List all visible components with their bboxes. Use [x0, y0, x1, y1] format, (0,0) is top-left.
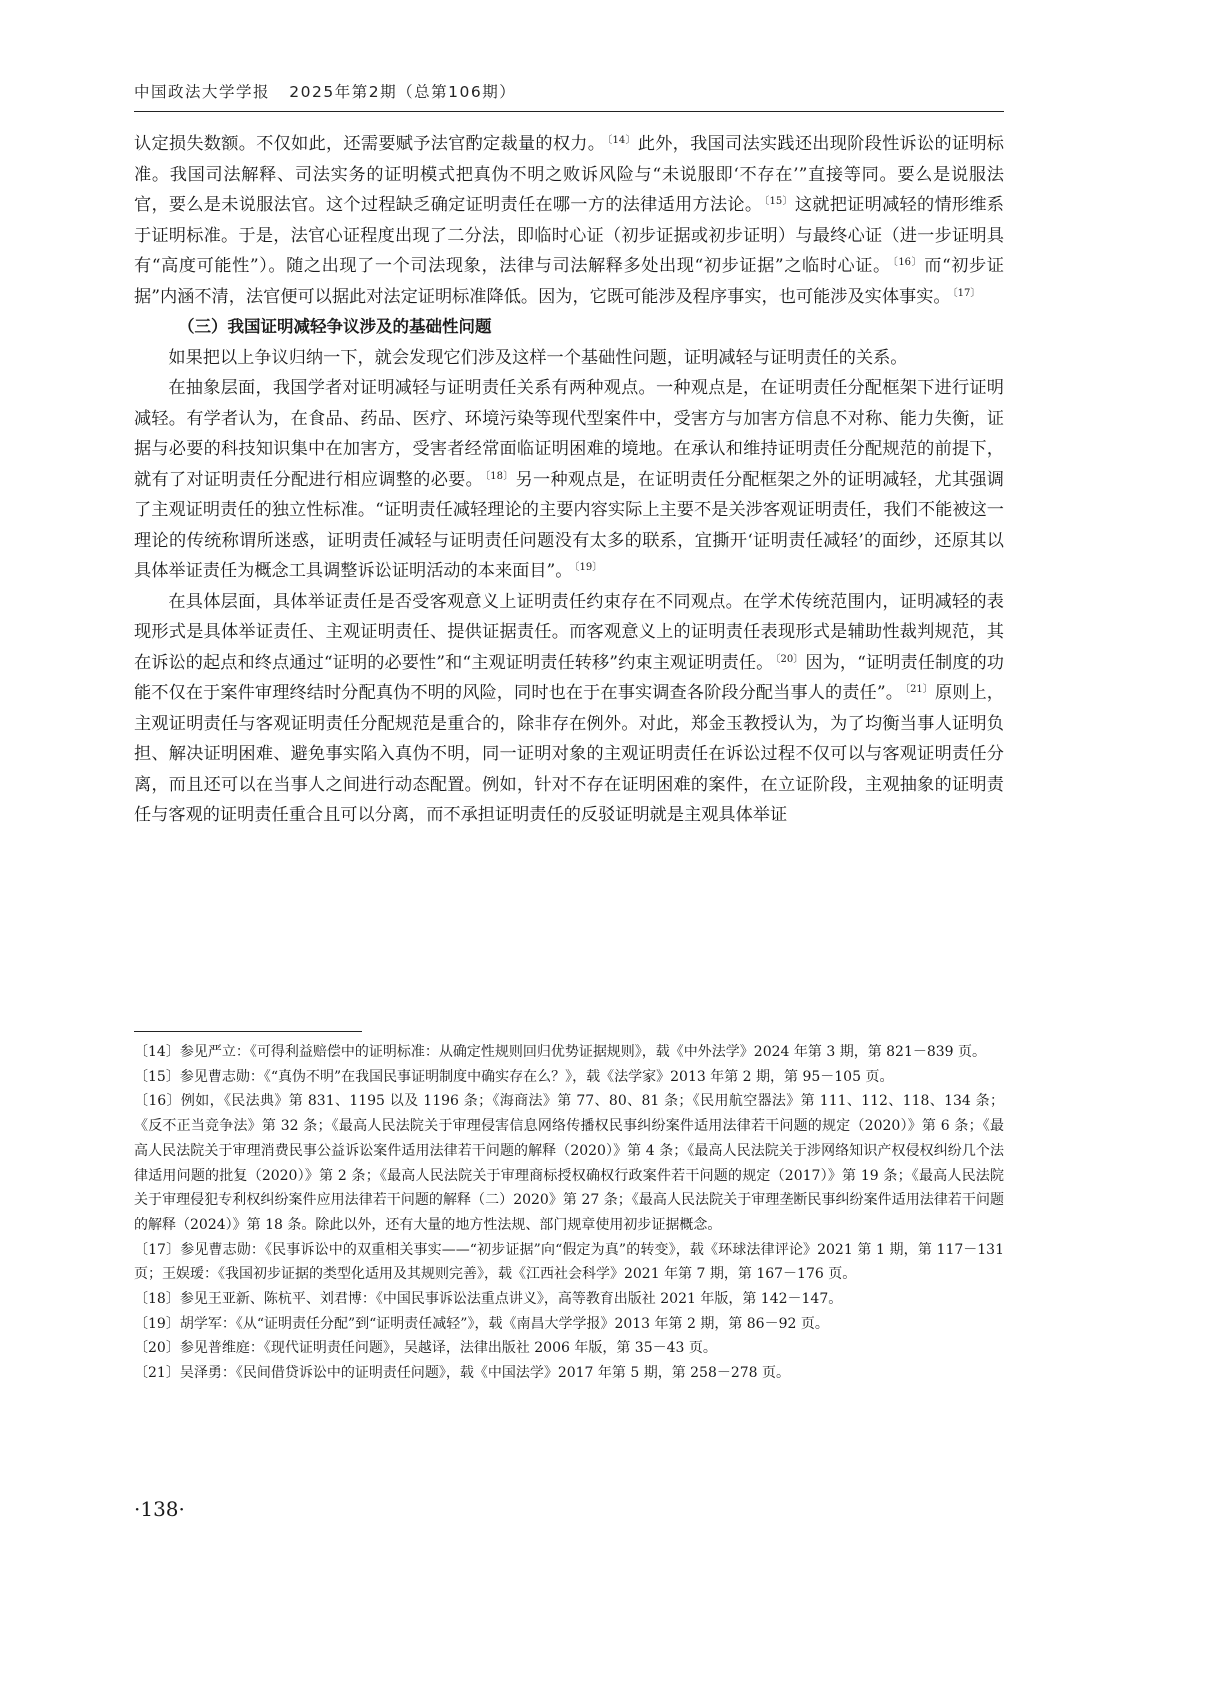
- footnote-ref-14[interactable]: 〔14〕: [607, 135, 636, 146]
- text-run: 原则上，主观证明责任与客观证明责任分配规范是重合的，除非存在例外。对此，郑金玉教授认为，为了均衡当事人证明负担、解决证明困难、避免事实陷入真伪不明，同一证明对象的主观证明责任在诉讼过程不仅可以与客观证明责任分离，而且还可以在当事人之间进行动态配置。例如，针对不存在证明困难的案件，在立证阶段，主观抽象的证明责任与客观的证明责任重合且可以分离，而不承担证明责任的反驳证明就是主观具体举证: [134, 683, 1004, 825]
- footnotes: [134, 1040, 1004, 1386]
- footnote-ref-16[interactable]: 〔16〕: [892, 257, 923, 268]
- footnote-rule: [134, 1031, 362, 1032]
- footnote-15: 〔15〕参见曹志勋：《“真伪不明”在我国民事证明制度中确实存在么？》，载《法学家》2013 年第 2 期，第 95－105 页。: [134, 1068, 894, 1085]
- footnote-ref-20[interactable]: 〔20〕: [775, 653, 804, 665]
- footnote-18: 〔18〕参见王亚新、陈杭平、刘君博：《中国民事诉讼法重点讲义》，高等教育出版社 2021 年版，第 142－147。: [134, 1291, 843, 1308]
- text-run: 此外，我国司法实践还出现阶段性诉讼的证明标准。我国司法解释、司法实务的证明模式把真伪不明之败诉风险与“未说服即‘不存在’”直接等同。要么是说服法官，要么是未说服法官。这个过程缺乏确定证明责任在哪一方的法律适用方法论。: [134, 134, 1004, 215]
- paragraph-2: 如果把以上争议归纳一下，就会发现它们涉及这样一个基础性问题，证明减轻与证明责任的关系。: [168, 347, 908, 368]
- text-run: 另一种观点是，在证明责任分配框架之外的证明减轻，尤其强调了主观证明责任的独立性标准。“证明责任减轻理论的主要内容实际上主要不是关涉客观证明责任，我们不能被这一理论的传统称谓所迷惑，证明责任减轻与证明责任问题没有太多的联系，宜撕开‘证明责任减轻’的面纱，还原其以具体举证责任为概念工具调整诉讼证明活动的本来面目”。: [134, 469, 1004, 581]
- footnote-ref-17[interactable]: 〔17〕: [952, 287, 981, 299]
- footnote-ref-15[interactable]: 〔15〕: [764, 196, 793, 207]
- footnote-19: 〔19〕胡学军：《从“证明责任分配”到“证明责任减轻”》，载《南昌大学学报》2013 年第 2 期，第 86－92 页。: [134, 1315, 829, 1332]
- footnote-21: 〔21〕吴泽勇：《民间借贷诉讼中的证明责任问题》，载《中国法学》2017 年第 5 期，第 258－278 页。: [134, 1365, 791, 1382]
- issue-info: 2025年第2期（总第106期）: [289, 83, 517, 101]
- footnote-ref-19[interactable]: 〔19〕: [574, 562, 603, 573]
- running-header: [134, 80, 516, 102]
- text-run: 在具体层面，具体举证责任是否受客观意义上证明责任约束存在不同观点。在学术传统范围内，证明减轻的表现形式是具体举证责任、主观证明责任、提供证据责任。而客观意义上的证明责任表现形式是辅助性裁判规范，其在诉讼的起点和终点通过“证明的必要性”和“主观证明责任转移”约束主观证明责任。: [134, 591, 1004, 673]
- paragraph-1: [134, 129, 1004, 312]
- text-run: 因为，“证明责任制度的功能不仅在于案件审理终结时分配真伪不明的风险，同时也在于在事实调查各阶段分配当事人的责任”。: [134, 652, 1004, 703]
- text-run: 而“初步证据”内涵不清，法官便可以据此对法定证明标准降低。因为，它既可能涉及程序事实，也可能涉及实体事实。: [134, 256, 1004, 307]
- footnote-20: 〔20〕参见普维庭：《现代证明责任问题》，吴越译，法律出版社 2006 年版，第 35－43 页。: [134, 1340, 717, 1357]
- footnote-ref-21[interactable]: 〔21〕: [904, 684, 933, 695]
- footnote-ref-18[interactable]: 〔18〕: [485, 470, 514, 482]
- page-number: ·138·: [134, 1497, 185, 1521]
- footnote-16: 〔16〕例如，《民法典》第 831、1195 以及 1196 条；《海商法》第 77、80、81 条；《民用航空器法》第 111、112、118、134 条；《反不正当竞争法》第 32 条；《最高人民法院关于审理侵害信息网络传播权民事纠纷案件适用法律若干问题的规定（2020）》第 6 条；《最高人民法院关于审理消费民事公益诉讼案件适用法律若干问题的解释（2020）》第 4 条；《最高人民法院关于涉网络知识产权侵权纠纷几个法律适用问题的批复（2020）》第 2 条；《最高人民法院关于审理商标授权确权行政案件若干问题的规定（2017）》第 19 条；《最高人民法院关于审理侵犯专利权纠纷案件应用法律若干问题的解释（二）2020》第 27 条；《最高人民法院关于审理垄断民事纠纷案件适用法律若干问题的解释（2024）》第 18 条。除此以外，还有大量的地方性法规、部门规章使用初步证据概念。: [134, 1093, 1004, 1233]
- text-run: 在抽象层面，我国学者对证明减轻与证明责任关系有两种观点。一种观点是，在证明责任分配框架下进行证明减轻。有学者认为，在食品、药品、医疗、环境污染等现代型案件中，受害方与加害方信息不对称、能力失衡，证据与必要的科技知识集中在加害方，受害者经常面临证明困难的境地。在承认和维持证明责任分配规范的前提下，就有了对证明责任分配进行相应调整的必要。: [134, 378, 1004, 490]
- main-text: [134, 129, 1004, 831]
- footnote-17: 〔17〕参见曹志勋：《民事诉讼中的双重相关事实——“初步证据”向“假定为真”的转变》，载《环球法律评论》2021 第 1 期，第 117－131 页；王娱瑷：《我国初步证据的类型化适用及其规则完善》，载《江西社会科学》2021 年第 7 期，第 167－176 页。: [134, 1241, 1004, 1283]
- text-run: 认定损失数额。不仅如此，还需要赋予法官酌定裁量的权力。: [134, 134, 606, 154]
- text-run: 这就把证明减轻的情形维系于证明标准。于是，法官心证程度出现了二分法，即临时心证（初步证据或初步证明）与最终心证（进一步证明具有“高度可能性”）。随之出现了一个司法现象，法律与司法解释多处出现“初步证据”之临时心证。: [134, 195, 1004, 276]
- paragraph-3: [134, 373, 1004, 587]
- footnote-14: 〔14〕参见严立：《可得利益赔偿中的证明标准：从确定性规则回归优势证据规则》，载《中外法学》2024 年第 3 期，第 821－839 页。: [134, 1044, 987, 1060]
- paragraph-4: [134, 587, 1004, 831]
- section-heading: （三）我国证明减轻争议涉及的基础性问题: [178, 317, 492, 336]
- header-rule: [134, 111, 1004, 112]
- journal-title: 中国政法大学学报: [134, 83, 271, 101]
